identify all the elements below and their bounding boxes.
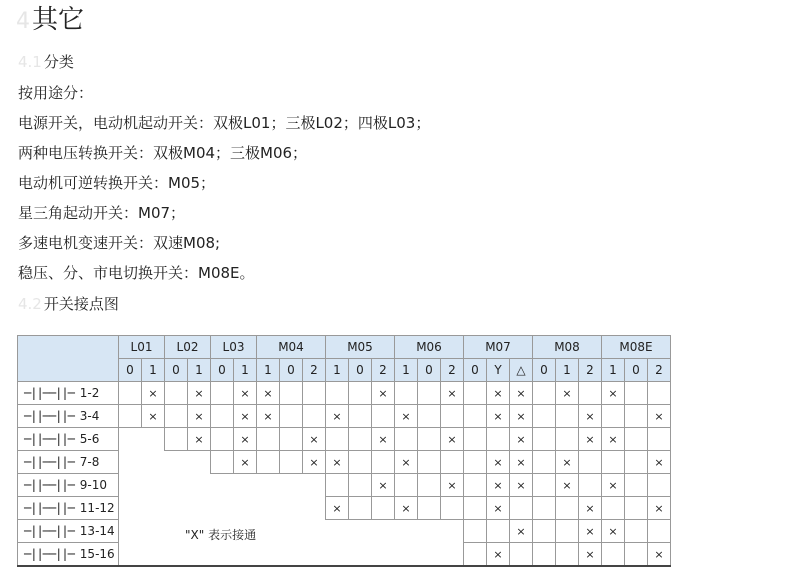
contact-number: 9-10 [79,478,108,492]
contact-cell [303,382,326,405]
contact-cell [487,520,510,543]
contact-cell [625,520,648,543]
contact-cell [464,497,487,520]
contact-cell [395,382,418,405]
contact-closed-mark: × [510,428,533,451]
contact-label [18,474,119,497]
contact-closed-mark: × [487,382,510,405]
contact-closed-mark: × [326,405,349,428]
contact-closed-mark: × [602,382,625,405]
contact-cell [579,474,602,497]
contact-closed-mark: × [395,497,418,520]
contact-closed-mark: × [579,543,602,567]
position-header: 1 [257,359,280,382]
contact-number: 15-16 [79,547,115,561]
contact-cell [533,382,556,405]
contact-cell [326,428,349,451]
contact-cell [372,405,395,428]
contact-closed-mark: × [487,543,510,567]
position-header: 0 [464,359,487,382]
contact-cell [648,520,671,543]
contact-row [18,497,671,520]
contact-cell [326,474,349,497]
section-title: 其它 [32,5,85,35]
contact-cell [119,382,142,405]
contact-cell [395,474,418,497]
contact-closed-mark: × [142,382,165,405]
contact-cell [533,474,556,497]
contact-cell [165,428,188,451]
position-header: 2 [372,359,395,382]
contact-closed-mark: × [579,497,602,520]
contact-cell [625,543,648,567]
contact-symbol-icon: ─||──||─ [24,409,74,423]
empty-area [119,543,464,567]
contact-cell [648,382,671,405]
contact-closed-mark: × [441,428,464,451]
contact-symbol-icon: ─||──||─ [24,524,74,538]
contact-cell [349,497,372,520]
contact-number: 11-12 [79,501,115,515]
contact-closed-mark: × [395,451,418,474]
contact-label [18,520,119,543]
header-corner [18,336,119,382]
contact-row [18,543,671,567]
contact-cell [556,543,579,567]
contact-cell [533,520,556,543]
contact-closed-mark: × [188,405,211,428]
contact-cell [625,428,648,451]
contact-symbol-icon: ─||──||─ [24,455,74,469]
contact-closed-mark: × [234,405,257,428]
contact-label [18,382,119,405]
position-header: 0 [533,359,556,382]
contact-cell [395,428,418,451]
contact-cell [579,382,602,405]
contact-cell [349,428,372,451]
position-header: △ [510,359,533,382]
subsection-number: 4.1 [18,53,42,71]
position-header: 1 [142,359,165,382]
contact-closed-mark: × [648,543,671,567]
contact-cell [533,451,556,474]
contact-cell [418,428,441,451]
contact-row [18,405,671,428]
contact-cell [280,451,303,474]
contact-cell [625,451,648,474]
contact-cell [441,497,464,520]
model-header: M08 [533,336,602,359]
text-line: 多速电机变速开关：双速M08; [18,234,221,252]
contact-cell [418,497,441,520]
contact-closed-mark: × [556,382,579,405]
contact-closed-mark: × [372,474,395,497]
model-header: L02 [165,336,211,359]
contact-number: 1-2 [79,386,100,400]
position-header: 1 [188,359,211,382]
contact-cell [464,382,487,405]
text-line: 两种电压转换开关：双极M04；三极M06； [18,144,308,162]
contact-cell [556,520,579,543]
contact-cell [119,405,142,428]
contact-cell [280,405,303,428]
contact-closed-mark: × [303,451,326,474]
contact-symbol-icon: ─||──||─ [24,501,74,515]
position-header: Y [487,359,510,382]
position-header: 0 [349,359,372,382]
position-header: 0 [280,359,303,382]
contact-closed-mark: × [441,474,464,497]
contact-closed-mark: × [579,405,602,428]
contact-symbol-icon: ─||──||─ [24,432,74,446]
contact-closed-mark: × [441,382,464,405]
contact-closed-mark: × [487,497,510,520]
contact-cell [556,497,579,520]
contact-closed-mark: × [395,405,418,428]
contact-label [18,497,119,520]
position-header: 1 [556,359,579,382]
position-header: 1 [602,359,625,382]
contact-cell [487,428,510,451]
contact-symbol-icon: ─||──||─ [24,547,74,561]
model-header: L03 [211,336,257,359]
contact-cell [625,405,648,428]
position-header: 0 [418,359,441,382]
model-header: M08E [602,336,671,359]
contact-number: 7-8 [79,455,100,469]
contact-closed-mark: × [510,451,533,474]
contact-cell [464,520,487,543]
contact-label [18,428,119,451]
position-header: 2 [441,359,464,382]
contact-closed-mark: × [326,497,349,520]
contact-closed-mark: × [510,405,533,428]
contact-closed-mark: × [142,405,165,428]
empty-area [119,451,211,474]
position-header: 0 [119,359,142,382]
section-number: 4 [16,9,30,34]
subsection-heading-classification [18,52,74,72]
subsection-title: 分类 [43,53,74,71]
position-header: 1 [326,359,349,382]
contact-cell [280,382,303,405]
contact-closed-mark: × [326,451,349,474]
contact-cell [165,405,188,428]
position-header: 1 [234,359,257,382]
contact-cell [510,543,533,567]
contact-cell [602,497,625,520]
empty-area [119,520,464,543]
contact-closed-mark: × [487,451,510,474]
contact-closed-mark: × [257,382,280,405]
contact-cell [418,405,441,428]
contact-cell [349,382,372,405]
contact-symbol-icon: ─||──||─ [24,478,74,492]
contact-closed-mark: × [372,382,395,405]
contact-cell [625,497,648,520]
contact-closed-mark: × [234,428,257,451]
position-header: 0 [625,359,648,382]
contact-closed-mark: × [487,405,510,428]
contact-cell [349,451,372,474]
contact-cell [648,474,671,497]
contact-diagram-table [17,335,671,567]
contact-cell [349,405,372,428]
contact-cell [556,405,579,428]
contact-closed-mark: × [602,520,625,543]
legend-note: "X" 表示接通 [185,528,257,542]
contact-cell [464,405,487,428]
contact-cell [418,382,441,405]
contact-cell [211,382,234,405]
contact-closed-mark: × [372,428,395,451]
position-header: 2 [303,359,326,382]
contact-row [18,520,671,543]
contact-label [18,543,119,567]
contact-cell [510,497,533,520]
contact-closed-mark: × [648,451,671,474]
contact-cell [579,451,602,474]
model-header: L01 [119,336,165,359]
contact-cell [165,382,188,405]
contact-cell [533,497,556,520]
contact-row [18,474,671,497]
contact-cell [372,451,395,474]
contact-cell [602,451,625,474]
contact-cell [441,405,464,428]
contact-closed-mark: × [303,428,326,451]
contact-cell [464,543,487,567]
contact-closed-mark: × [579,428,602,451]
contact-cell [602,543,625,567]
model-header: M05 [326,336,395,359]
contact-closed-mark: × [510,382,533,405]
contact-cell [211,451,234,474]
contact-closed-mark: × [556,451,579,474]
contact-cell [211,428,234,451]
contact-cell [464,451,487,474]
section-heading [16,2,84,40]
text-line: 稳压、分、市电切换开关：M08E。 [18,264,255,282]
contact-closed-mark: × [510,474,533,497]
contact-row [18,382,671,405]
subsection-number: 4.2 [18,295,42,313]
empty-area [119,497,326,520]
contact-closed-mark: × [602,474,625,497]
text-line: 按用途分： [18,84,94,102]
contact-cell [556,428,579,451]
contact-cell [441,451,464,474]
contact-cell [349,474,372,497]
contact-cell [257,451,280,474]
contact-cell [533,405,556,428]
contact-cell [464,428,487,451]
contact-closed-mark: × [234,382,257,405]
contact-cell [625,382,648,405]
contact-cell [418,474,441,497]
position-header: 2 [579,359,602,382]
contact-cell [648,428,671,451]
contact-cell [280,428,303,451]
position-header: 0 [165,359,188,382]
text-line: 电源开关，电动机起动开关：双极L01；三极L02；四极L03； [18,114,431,132]
contact-closed-mark: × [648,405,671,428]
contact-closed-mark: × [648,497,671,520]
position-header: 1 [395,359,418,382]
empty-area [119,428,165,451]
model-header: M07 [464,336,533,359]
contact-cell [625,474,648,497]
contact-cell [464,474,487,497]
contact-closed-mark: × [487,474,510,497]
contact-cell [418,451,441,474]
contact-label [18,451,119,474]
subsection-heading-contact-diagram [18,294,119,314]
contact-closed-mark: × [556,474,579,497]
contact-closed-mark: × [257,405,280,428]
position-header: 0 [211,359,234,382]
text-line: 星三角起动开关：M07； [18,204,186,222]
contact-number: 13-14 [79,524,115,538]
contact-cell [372,497,395,520]
text-line: 电动机可逆转换开关：M05； [18,174,216,192]
model-header: M04 [257,336,326,359]
model-header: M06 [395,336,464,359]
contact-closed-mark: × [234,451,257,474]
contact-closed-mark: × [188,428,211,451]
contact-cell [602,405,625,428]
contact-symbol-icon: ─||──||─ [24,386,74,400]
empty-area [119,474,326,497]
contact-closed-mark: × [579,520,602,543]
contact-row [18,451,671,474]
contact-cell [533,428,556,451]
contact-number: 5-6 [79,432,100,446]
contact-cell [303,405,326,428]
contact-closed-mark: × [510,520,533,543]
contact-cell [533,543,556,567]
contact-row [18,428,671,451]
contact-label [18,405,119,428]
contact-number: 3-4 [79,409,100,423]
contact-cell [257,428,280,451]
contact-closed-mark: × [602,428,625,451]
position-header: 2 [648,359,671,382]
contact-closed-mark: × [188,382,211,405]
contact-cell [326,382,349,405]
contact-cell [211,405,234,428]
subsection-title: 开关接点图 [43,295,119,313]
